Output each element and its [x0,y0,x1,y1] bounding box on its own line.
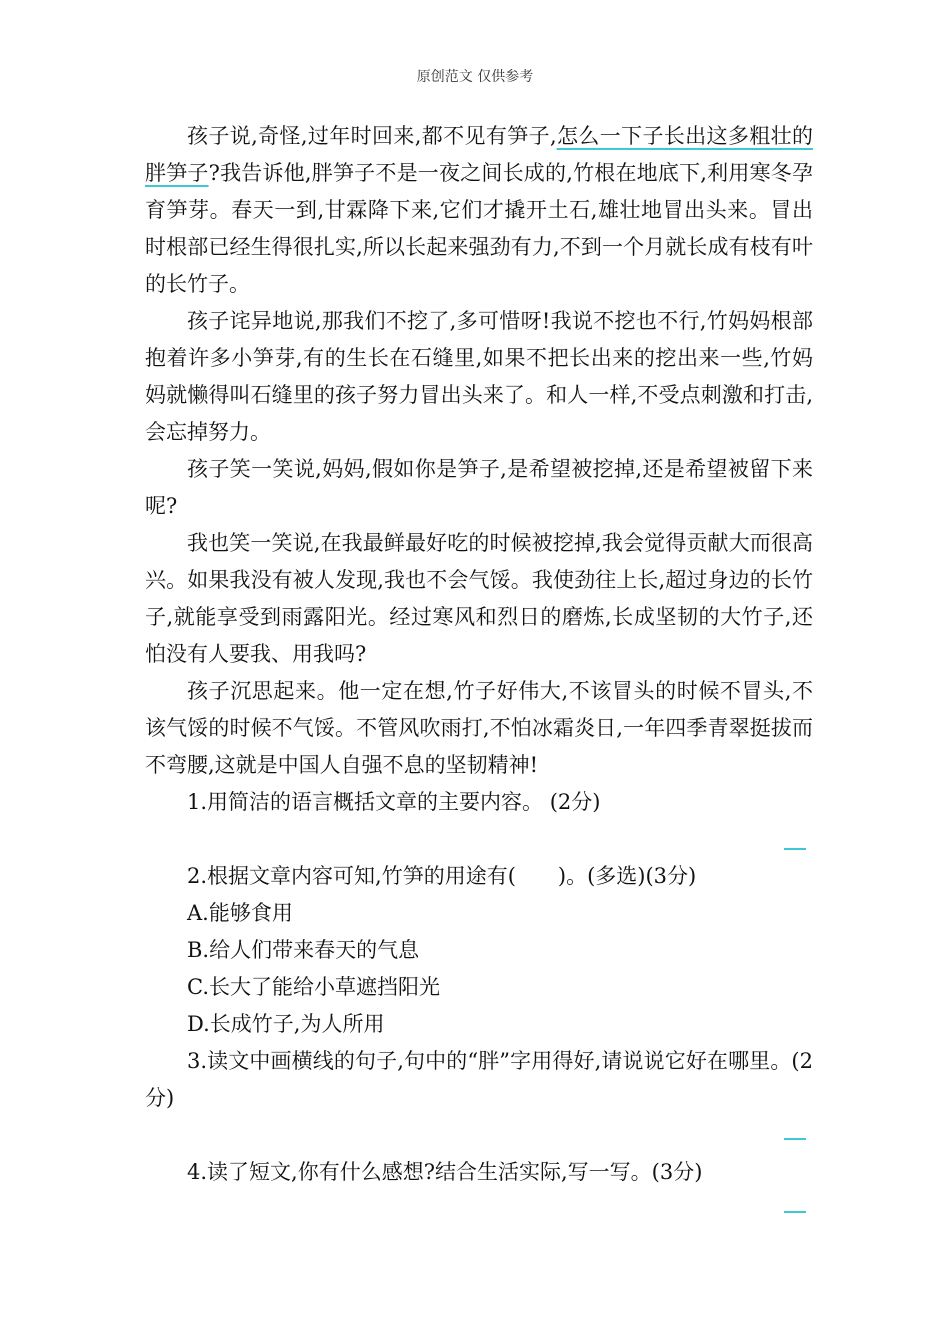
option-c: C.长大了能给小草遮挡阳光 [187,975,440,999]
page-header: 原创范文 仅供参考 [416,69,534,85]
question-2: 2.根据文章内容可知,竹笋的用途有( )。(多选)(3分) [187,864,697,888]
answer-line-4[interactable] [784,1211,806,1213]
underlined-sentence: 怎么一下子长出这多粗壮的胖笋子 [145,124,813,185]
option-a: A.能够食用 [187,901,293,925]
question-4: 4.读了短文,你有什么感想?结合生活实际,写一写。(3分) [187,1160,703,1184]
option-b: B.给人们带来春天的气息 [187,938,420,962]
paragraph-5: 孩子沉思起来。他一定在想,竹子好伟大,不该冒头的时候不冒头,不该气馁的时候不气馁。不管风吹雨打,不怕冰霜炎日,一年四季青翠挺拔而不弯腰,这就是中国人自强不息的坚韧精神! [145,679,813,777]
paragraph-2: 孩子诧异地说,那我们不挖了,多可惜呀!我说不挖也不行,竹妈妈根部抱着许多小笋芽,有的生长在石缝里,如果不把长出来的挖出来一些,竹妈妈就懒得叫石缝里的孩子努力冒出头来了。和人一样,不受点刺激和打击,会忘掉努力。 [145,309,813,444]
answer-space-1 [145,821,813,858]
paragraph-1-start: 孩子说,奇怪,过年时回来,都不见有笋子, [187,124,557,148]
option-d: D.长成竹子,为人所用 [187,1012,385,1036]
answer-line-3[interactable] [784,1138,806,1140]
question-3: 3.读文中画横线的句子,句中的“胖”字用得好,请说说它好在哪里。(2分) [145,1049,813,1110]
paragraph-3: 孩子笑一笑说,妈妈,假如你是笋子,是希望被挖掉,还是希望被留下来呢? [145,457,813,518]
paragraph-4: 我也笑一笑说,在我最鲜最好吃的时候被挖掉,我会觉得贡献大而很高兴。如果我没有被人发现,我也不会气馁。我使劲往上长,超过身边的长竹子,就能享受到雨露阳光。经过寒风和烈日的磨炼,长成坚韧的大竹子,还怕没有人要我、用我吗? [145,531,813,666]
article-body [145,118,813,1191]
paragraph-1-end: ?我告诉他,胖笋子不是一夜之间长成的,竹根在地底下,利用寒冬孕育笋芽。春天一到,甘霖降下来,它们才撬开土石,雄壮地冒出头来。冒出时根部已经生得很扎实,所以长起来强劲有力,不到一个月就长成有枝有叶的长竹子。 [145,161,813,296]
answer-line-1[interactable] [784,848,806,850]
question-1: 1.用简洁的语言概括文章的主要内容。 (2分) [187,790,601,814]
answer-space-3 [145,1117,813,1154]
paragraph-1 [145,118,813,303]
